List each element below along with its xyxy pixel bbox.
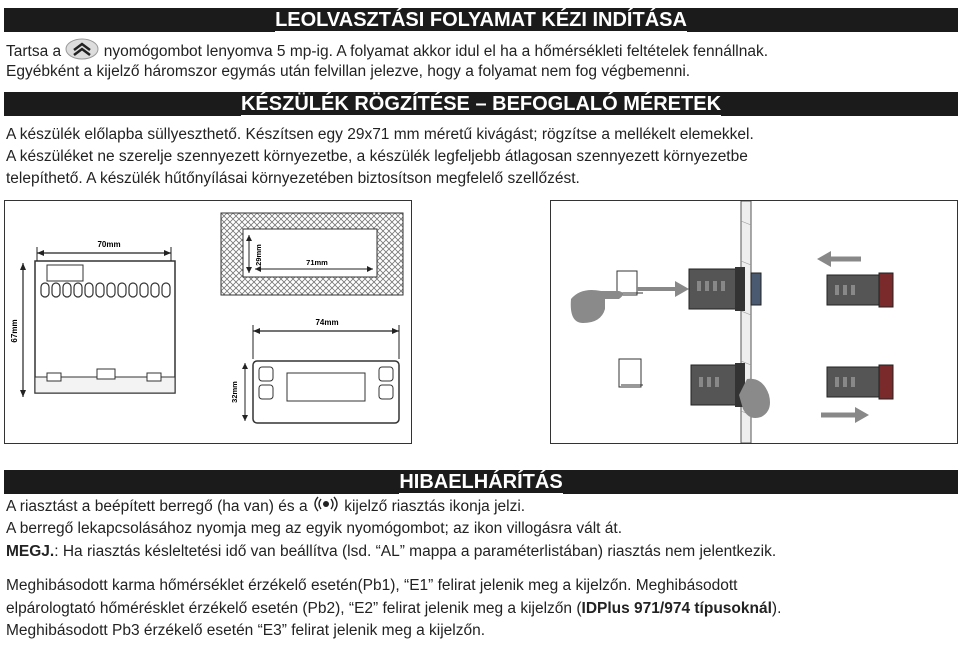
alarm-note xyxy=(6,541,958,562)
defrost-text-b: nyomógombot lenyomva 5 mp-ig. A folyamat akkor idul el ha a hőmérsékleti feltételek fennállnak. xyxy=(103,43,769,61)
error-line-3: Meghibásodott Pb3 érzékelő esetén “E3” felirat jelenik meg a kijelzőn. xyxy=(6,622,486,639)
dim-29mm-label: 29mm xyxy=(254,244,263,266)
mounting-diagram xyxy=(550,200,958,444)
section-title-mounting: KÉSZÜLÉK RÖGZÍTÉSE – BEFOGLALÓ MÉRETEK xyxy=(4,92,958,116)
note-text: : Ha riasztás késleltetési idő van beállítva (lsd. “AL” mappa a paraméterlistában) riasztás nem jelentkezik. xyxy=(54,543,777,560)
dim-74mm-label: 74mm xyxy=(315,318,339,327)
section-title-troubleshooting: HIBAELHÁRÍTÁS xyxy=(4,470,958,494)
section-title-defrost: LEOLVASZTÁSI FOLYAMAT KÉZI INDÍTÁSA xyxy=(4,8,958,32)
alarm-text-b: kijelző riasztás ikonja jelzi. xyxy=(344,498,526,516)
defrost-text-a: Tartsa a xyxy=(6,43,62,61)
mounting-line-2: A készüléket ne szerelje szennyezett környezetbe, a készülék legfeljebb átlagosan szennyezett környezetbe xyxy=(6,148,748,165)
error-line-2-a: elpárologtató hőmérésklet érzékelő esetén (Pb2), “E2” felirat jelenik meg a kijelzőn ( xyxy=(6,600,582,617)
error-line-2-b: ). xyxy=(771,600,782,617)
mounting-line-1: A készülék előlapba süllyeszthető. Készítsen egy 29x71 mm méretű kivágást; rögzítse a mellékelt elemekkel. xyxy=(6,126,754,143)
model-reference: IDPlus 971/974 típusoknál xyxy=(581,600,772,617)
alarm-sound-icon xyxy=(312,496,340,518)
dim-70mm-label: 70mm xyxy=(97,240,121,249)
alarm-text-a: A riasztást a beépített berregő (ha van) és a xyxy=(6,498,308,516)
error-line-2 xyxy=(6,598,958,619)
dim-32mm-label: 32mm xyxy=(230,381,239,403)
dim-67mm-label: 67mm xyxy=(10,319,19,343)
alarm-line-1 xyxy=(6,496,958,518)
alarm-line-2: A berregő lekapcsolásához nyomja meg az egyik nyomógombot; az ikon villogásra vált át. xyxy=(6,520,623,537)
note-label: MEGJ. xyxy=(6,543,55,560)
dim-71mm-label: 71mm xyxy=(306,258,328,267)
dimension-drawing xyxy=(5,201,411,443)
defrost-line-2: Egyébként a kijelző háromszor egymás után felvillan jelezve, hogy a folyamat nem fog végbemenni. xyxy=(6,63,691,80)
mounting-line-3: telepíthető. A készülék hűtőnyílásai környezetében biztosítson megfelelő szellőzést. xyxy=(6,170,580,187)
mounting-drawing xyxy=(551,201,957,443)
error-line-1: Meghibásodott karma hőmérséklet érzékelő esetén(Pb1), “E1” felirat jelenik meg a kijelzőn. Meghibásodott xyxy=(6,577,738,594)
dimension-diagram xyxy=(4,200,412,444)
